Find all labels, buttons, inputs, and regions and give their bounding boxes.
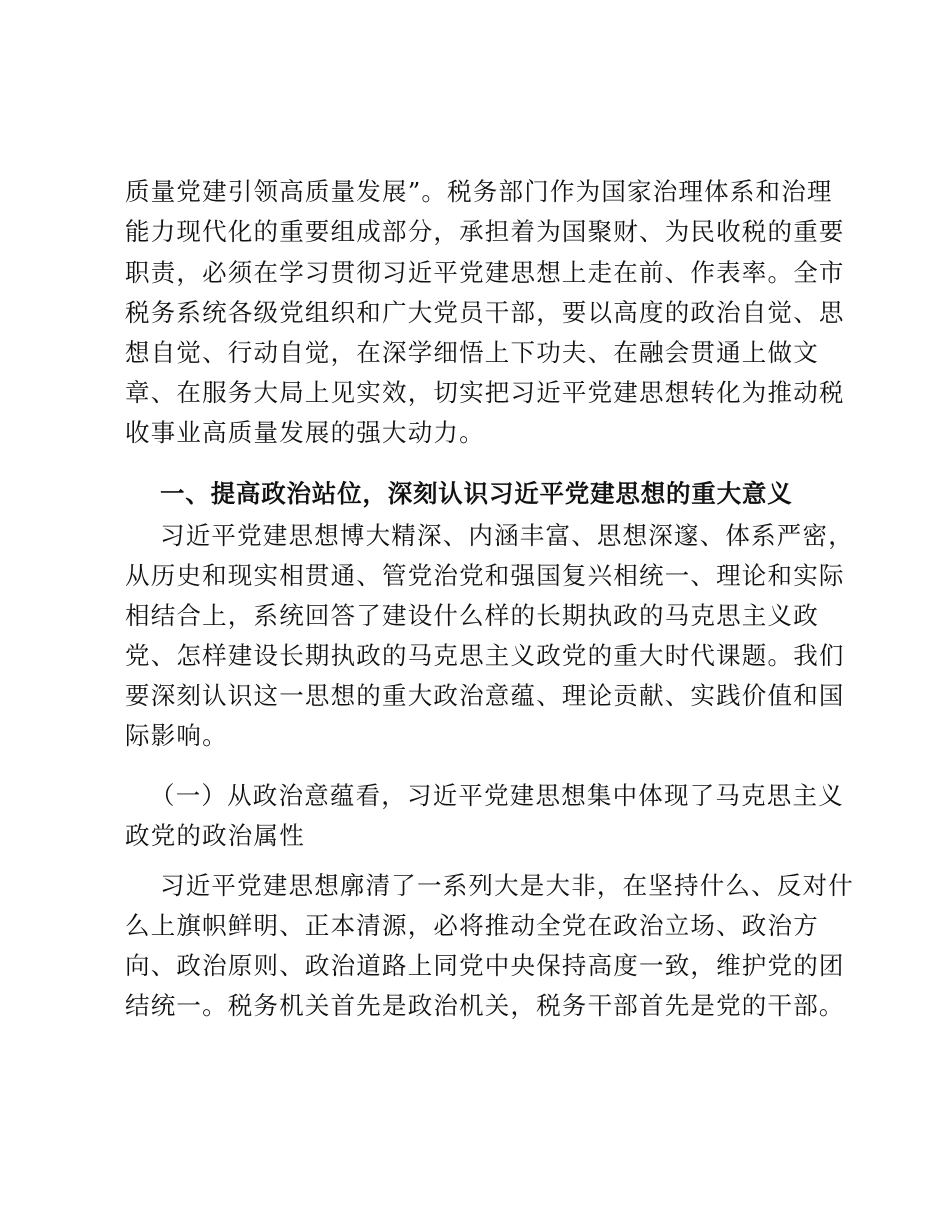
paragraph-1-line-6: 章、在服务大局上见实效，切实把习近平党建思想转化为推动税 bbox=[125, 378, 845, 407]
paragraph-2-line-4: 党、怎样建设长期执政的马克思主义政党的重大时代课题。我们 bbox=[125, 641, 845, 670]
paragraph-2-line-1: 习近平党建思想博大精深、内涵丰富、思想深邃、体系严密， bbox=[160, 521, 854, 550]
paragraph-3-line-3: 向、政治原则、政治道路上同党中央保持高度一致，维护党的团 bbox=[125, 951, 845, 980]
paragraph-1-line-1: 质量党建引领高质量发展”。税务部门作为国家治理体系和治理 bbox=[125, 177, 833, 206]
paragraph-2-line-6: 际影响。 bbox=[125, 721, 228, 750]
paragraph-1-line-5: 想自觉、行动自觉，在深学细悟上下功夫、在融会贯通上做文 bbox=[125, 338, 819, 367]
section-heading-1: 一、提高政治站位，深刻认识习近平党建思想的重大意义 bbox=[160, 479, 793, 508]
paragraph-1-line-4: 税务系统各级党组织和广大党员干部，要以高度的政治自觉、思 bbox=[125, 298, 845, 327]
paragraph-3-line-4: 结统一。税务机关首先是政治机关，税务干部首先是党的干部。 bbox=[125, 991, 845, 1020]
paragraph-2-line-5: 要深刻认识这一思想的重大政治意蕴、理论贡献、实践价值和国 bbox=[125, 681, 845, 710]
paragraph-1-line-3: 职责，必须在学习贯彻习近平党建思想上走在前、作表率。全市 bbox=[125, 258, 845, 287]
paragraph-3-line-2: 么上旗帜鲜明、正本清源，必将推动全党在政治立场、政治方 bbox=[125, 911, 819, 940]
paragraph-2-line-2: 从历史和现实相贯通、管党治党和强国复兴相统一、理论和实际 bbox=[125, 561, 845, 590]
paragraph-1-line-2: 能力现代化的重要组成部分，承担着为国聚财、为民收税的重要 bbox=[125, 217, 845, 246]
subheading-1-line-2: 政党的政治属性 bbox=[125, 821, 305, 850]
paragraph-1-line-7: 收事业高质量发展的强大动力。 bbox=[125, 418, 485, 447]
subheading-1-line-1: （一）从政治意蕴看，习近平党建思想集中体现了马克思主义 bbox=[150, 781, 844, 810]
paragraph-3-line-1: 习近平党建思想廓清了一系列大是大非，在坚持什么、反对什 bbox=[160, 871, 854, 900]
paragraph-2-line-3: 相结合上，系统回答了建设什么样的长期执政的马克思主义政 bbox=[125, 601, 819, 630]
